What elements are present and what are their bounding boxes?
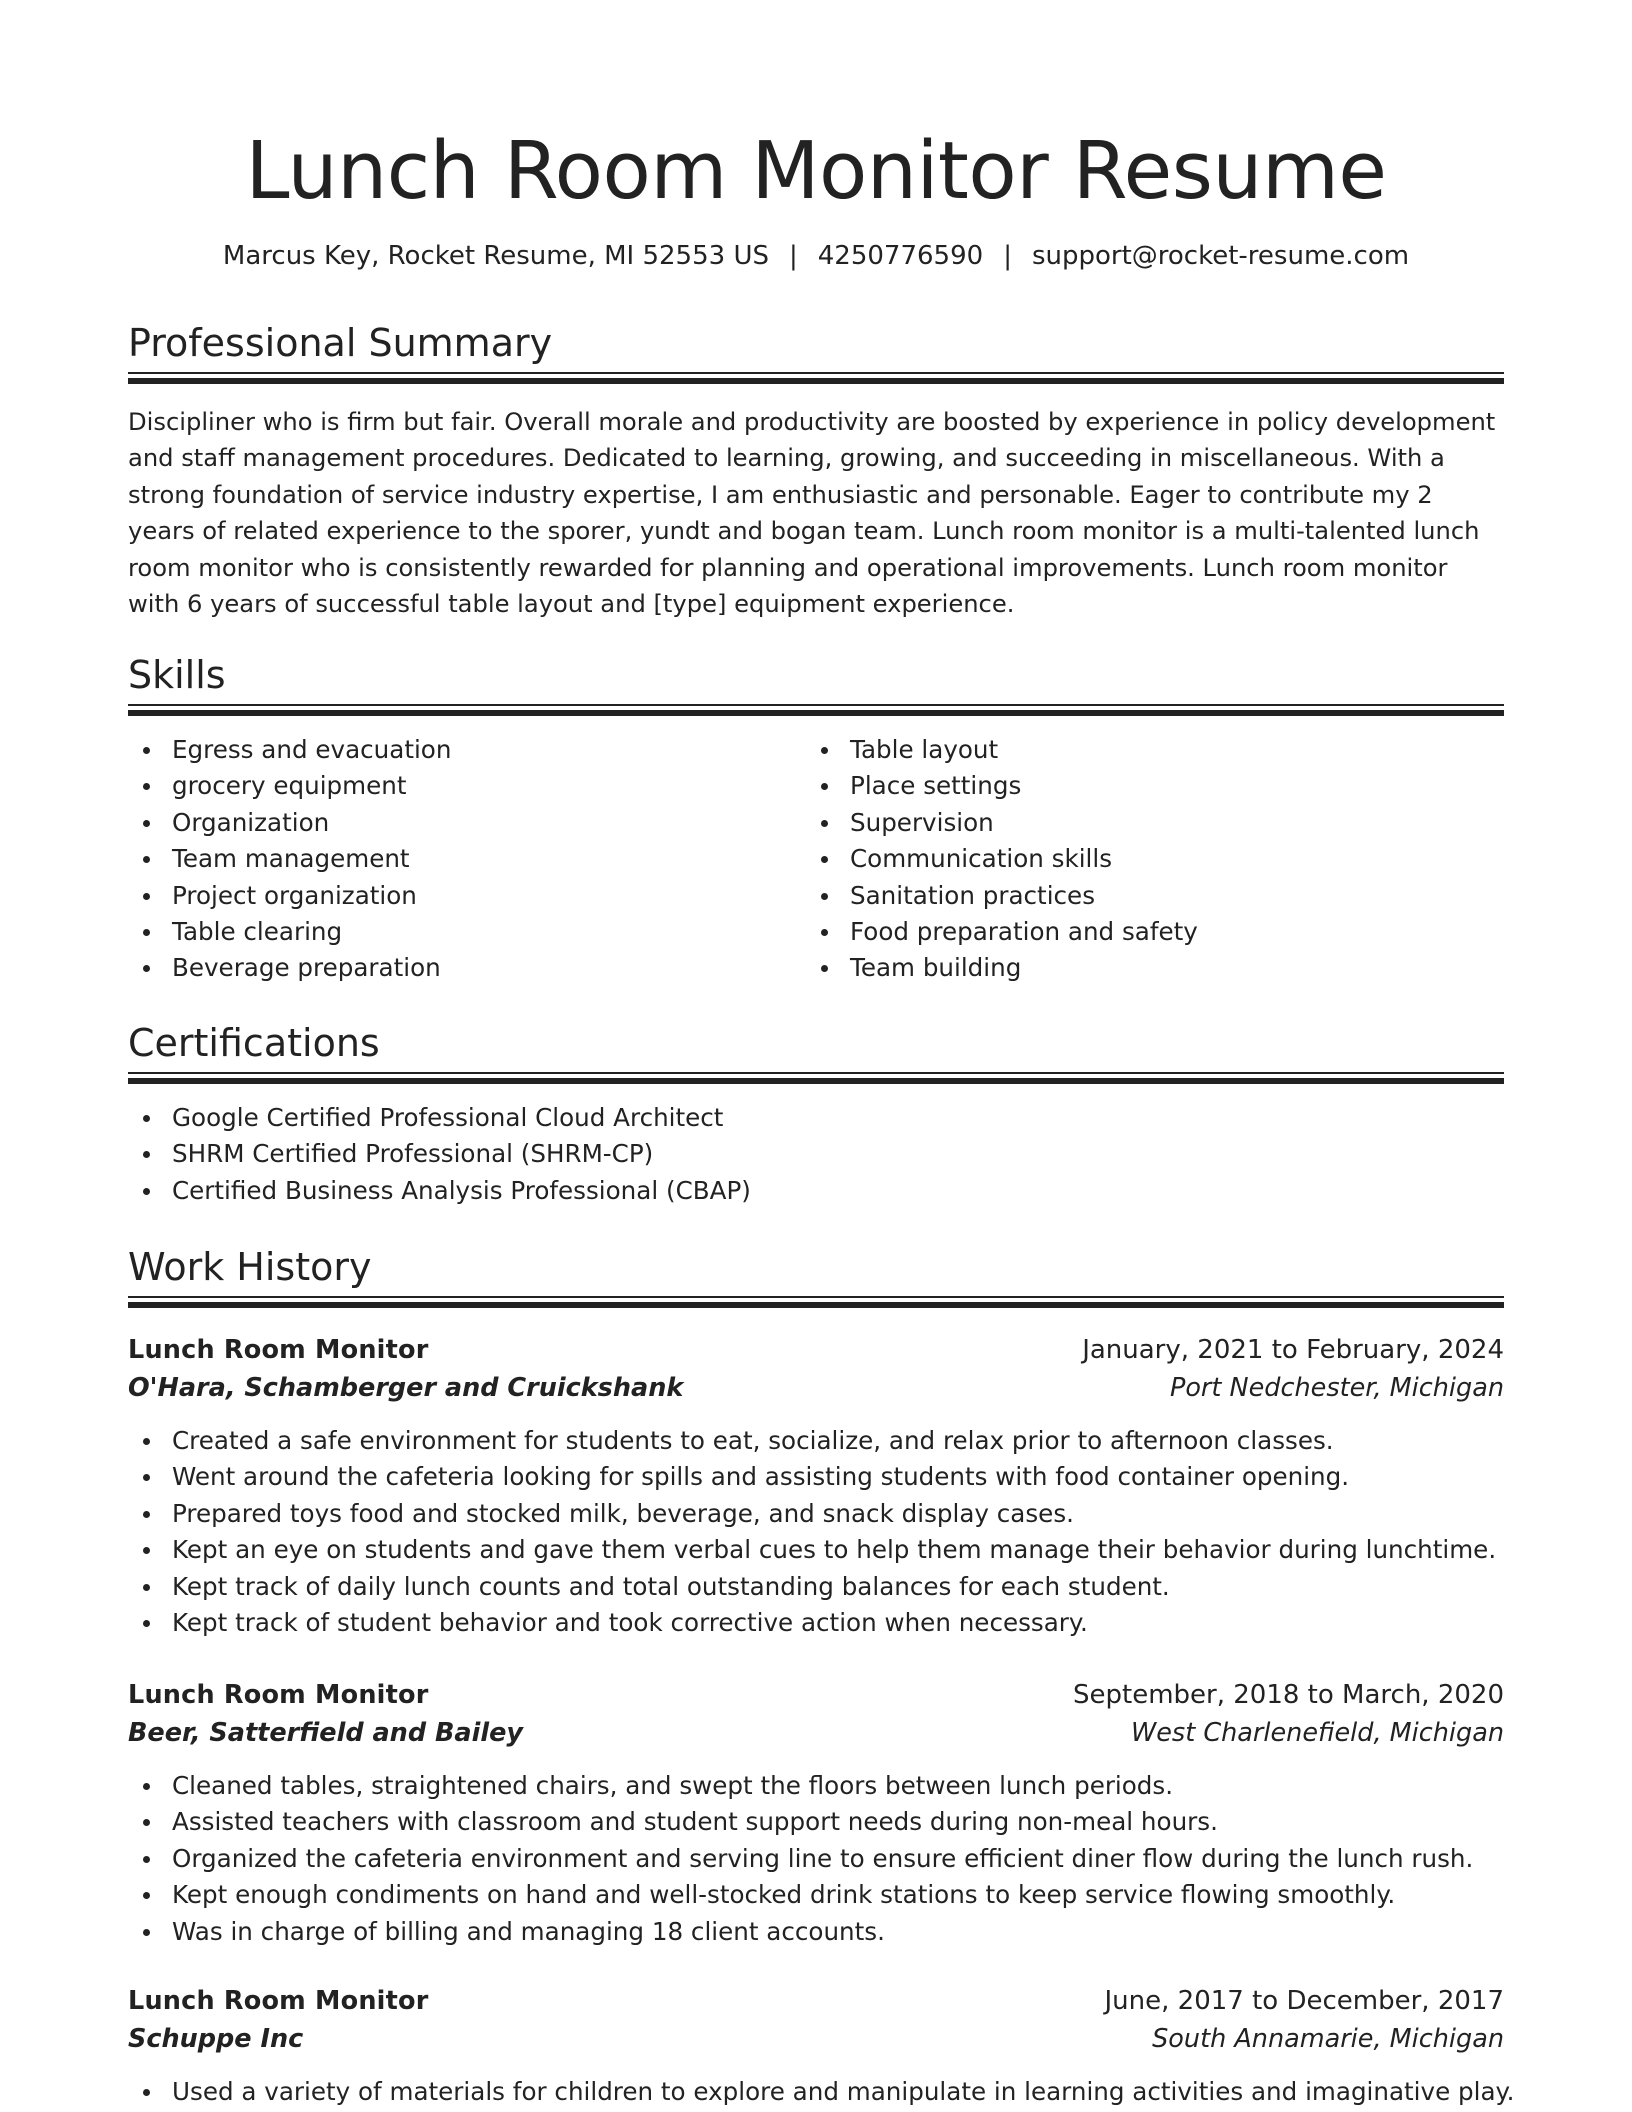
certification-item: Certified Business Analysis Professional (CBAP) — [128, 1173, 1504, 1209]
job-bullet: Created a safe environment for students to eat, socialize, and relax prior to afternoon classes. — [128, 1423, 1504, 1459]
skill-item: Egress and evacuation — [128, 732, 806, 768]
job-header-row — [128, 1331, 1504, 1369]
skills-column-right — [806, 732, 1484, 987]
skills-column-left — [128, 732, 806, 987]
job-title: Lunch Room Monitor — [128, 1986, 429, 2016]
skill-item: Beverage preparation — [128, 950, 806, 986]
contact-separator: | — [789, 241, 798, 271]
section-divider — [128, 704, 1504, 718]
job-dates: January, 2021 to February, 2024 — [1082, 1335, 1504, 1365]
skill-item: Place settings — [806, 768, 1484, 804]
job-location: West Charlenefield, Michigan — [1131, 1718, 1504, 1748]
job-bullet: Used a variety of materials for children to explore and manipulate in learning activities and imaginative play. — [128, 2074, 1504, 2110]
job-bullet: Cleaned tables, straightened chairs, and swept the floors between lunch periods. — [128, 1768, 1504, 1804]
certifications-heading: Certifications — [128, 1021, 380, 1065]
skill-item: grocery equipment — [128, 768, 806, 804]
job-bullet: Was in charge of billing and managing 18 client accounts. — [128, 1914, 1504, 1950]
skill-item: Team management — [128, 841, 806, 877]
job-bullets — [128, 1423, 1504, 1641]
job-location: Port Nedchester, Michigan — [1169, 1373, 1504, 1403]
summary-heading: Professional Summary — [128, 321, 553, 365]
job-dates: September, 2018 to March, 2020 — [1073, 1680, 1504, 1710]
contact-line — [128, 238, 1504, 274]
job-header-row — [128, 1676, 1504, 1714]
resume-title: Lunch Room Monitor Resume — [245, 125, 1387, 217]
job-subheader-row — [128, 2020, 1504, 2058]
contact-separator: | — [1003, 241, 1012, 271]
job-title: Lunch Room Monitor — [128, 1335, 429, 1365]
job-company: Beer, Satterfield and Bailey — [128, 1718, 524, 1748]
contact-address: Marcus Key, Rocket Resume, MI 52553 US — [222, 241, 769, 271]
summary-section — [128, 318, 1504, 622]
job-bullet: Kept an eye on students and gave them verbal cues to help them manage their behavior during lunchtime. — [128, 1532, 1504, 1568]
certification-item: SHRM Certified Professional (SHRM-CP) — [128, 1136, 1504, 1172]
contact-phone[interactable]: 4250776590 — [817, 241, 984, 271]
job-entry — [128, 1676, 1504, 1950]
job-bullets — [128, 2074, 1515, 2110]
job-bullet: Kept track of student behavior and took corrective action when necessary. — [128, 1605, 1504, 1641]
work-history-section — [128, 1242, 1504, 1310]
skills-list-left — [128, 732, 806, 987]
skills-section — [128, 650, 1504, 987]
job-bullet: Assisted teachers with classroom and student support needs during non-meal hours. — [128, 1804, 1504, 1840]
skill-item: Communication skills — [806, 841, 1484, 877]
certifications-section — [128, 1018, 1504, 1209]
job-bullet: Organized the cafeteria environment and serving line to ensure efficient diner flow during the lunch rush. — [128, 1841, 1504, 1877]
section-divider — [128, 372, 1504, 386]
skill-item: Team building — [806, 950, 1484, 986]
certification-item: Google Certified Professional Cloud Architect — [128, 1100, 1504, 1136]
job-entry — [128, 1331, 1504, 1641]
skill-item: Organization — [128, 805, 806, 841]
job-bullet: Kept enough condiments on hand and well-stocked drink stations to keep service flowing smoothly. — [128, 1877, 1504, 1913]
job-dates: June, 2017 to December, 2017 — [1104, 1986, 1504, 2016]
skills-heading: Skills — [128, 653, 226, 697]
skills-list-right — [806, 732, 1484, 987]
job-bullet: Kept track of daily lunch counts and total outstanding balances for each student. — [128, 1569, 1504, 1605]
job-entry — [128, 1982, 1515, 2110]
job-title: Lunch Room Monitor — [128, 1680, 429, 1710]
summary-text: Discipliner who is firm but fair. Overall morale and productivity are boosted by experience in policy development and staff management procedures. Dedicated to learning, growing, and succeeding in miscellaneous. With a strong foundation of service industry expertise, I am enthusiastic and personable. Eager to contribute my 2 years of related experience to the sporer, yundt and bogan team. Lunch room monitor is a multi-talented lunch room monitor who is consistently rewarded for planning and operational improvements. Lunch room monitor with 6 years of successful table layout and [type] equipment experience. — [128, 408, 1496, 619]
job-company: O'Hara, Schamberger and Cruickshank — [128, 1373, 684, 1403]
job-bullets — [128, 1768, 1504, 1950]
skill-item: Food preparation and safety — [806, 914, 1484, 950]
job-subheader-row — [128, 1369, 1504, 1407]
skills-grid — [128, 732, 1504, 987]
work-history-heading: Work History — [128, 1245, 372, 1289]
skill-item: Supervision — [806, 805, 1484, 841]
job-bullet: Went around the cafeteria looking for spills and assisting students with food container opening. — [128, 1459, 1504, 1495]
skill-item: Project organization — [128, 878, 806, 914]
job-subheader-row — [128, 1714, 1504, 1752]
job-bullet: Prepared toys food and stocked milk, beverage, and snack display cases. — [128, 1496, 1504, 1532]
section-divider — [128, 1296, 1504, 1310]
skill-item: Sanitation practices — [806, 878, 1484, 914]
job-company: Schuppe Inc — [128, 2024, 304, 2054]
skill-item: Table clearing — [128, 914, 806, 950]
job-location: South Annamarie, Michigan — [1152, 2024, 1504, 2054]
skill-item: Table layout — [806, 732, 1484, 768]
certifications-list — [128, 1100, 1504, 1209]
section-divider — [128, 1072, 1504, 1086]
job-header-row — [128, 1982, 1504, 2020]
contact-email[interactable]: support@rocket-resume.com — [1031, 241, 1410, 271]
